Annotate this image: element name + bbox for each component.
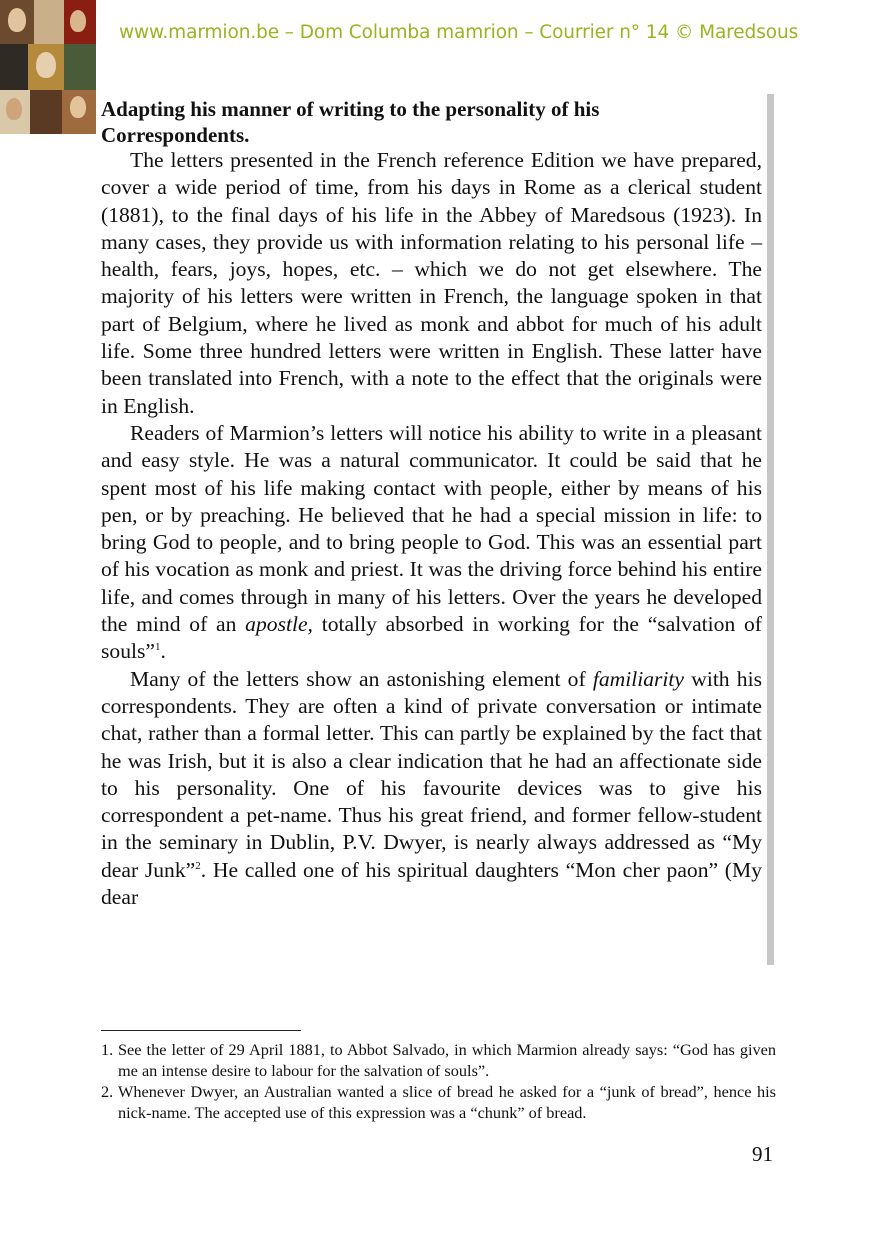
page-header-url: www.marmion.be – Dom Columba mamrion – Courrier n° 14 © Maredsous bbox=[119, 22, 799, 43]
paragraph bbox=[101, 420, 762, 666]
emphasis-text: apostle, bbox=[245, 612, 313, 637]
footnote-item bbox=[101, 1081, 776, 1123]
paragraph-text: Many of the letters show an astonishing element of bbox=[130, 666, 586, 691]
footnote-ref[interactable]: 2 bbox=[195, 859, 201, 872]
article-body bbox=[101, 147, 762, 911]
paragraph-text: . He called one of his spiritual daughters “Mon cher paon” (My dear bbox=[101, 857, 762, 910]
footnote-text: See the letter of 29 April 1881, to Abbot Salvado, in which Marmion already says: “God has given me an intense desire to labour for the salvation of souls”. bbox=[118, 1040, 776, 1080]
footnote-text: Whenever Dwyer, an Australian wanted a slice of bread he asked for a “junk of bread”, hence his nick-name. The accepted use of this expression was a “chunk” of bread. bbox=[118, 1082, 776, 1122]
paragraph-text: with his correspondents. They are often a kind of private conversation or intimate chat, rather than a formal letter. This can partly be explained by the fact that he was Irish, but it is also a clear indication that he had an affectionate side to his personality. One of his favourite devices was to give his correspondent a pet-name. Thus his great friend, and former fellow-student in the seminary in Dublin, P.V. Dwyer, is nearly always addressed as “My dear Junk” bbox=[101, 666, 762, 882]
collage-tile bbox=[34, 0, 64, 44]
collage-tile bbox=[64, 44, 96, 90]
footnote-item bbox=[101, 1039, 776, 1081]
footnote-divider bbox=[101, 1030, 301, 1031]
footnote-number: 1. bbox=[101, 1040, 114, 1059]
collage-tile bbox=[30, 90, 62, 134]
margin-bar bbox=[767, 94, 774, 965]
portrait-face bbox=[8, 8, 26, 32]
portrait-face bbox=[70, 10, 86, 32]
section-title bbox=[101, 96, 671, 148]
paragraph-text: totally absorbed in working for the “salvation of souls” bbox=[101, 612, 762, 664]
footnote-ref[interactable]: 1 bbox=[154, 641, 161, 654]
portrait-face bbox=[70, 96, 86, 118]
paragraph-text: . bbox=[160, 639, 166, 664]
section-title-line: Correspondents. bbox=[101, 123, 250, 147]
collage-tile bbox=[0, 44, 28, 90]
paragraph bbox=[101, 666, 762, 912]
portrait-face bbox=[36, 52, 56, 78]
section-title-line: Adapting his manner of writing to the personality of his bbox=[101, 97, 600, 121]
footnote-number: 2. bbox=[101, 1082, 114, 1101]
page-number: 91 bbox=[752, 1142, 773, 1166]
emphasis-text: familiarity bbox=[592, 666, 685, 691]
portrait-face bbox=[6, 98, 22, 120]
paragraph: The letters presented in the French reference Edition we have prepared, cover a wide period of time, from his days in Rome as a clerical student (1881), to the final days of his life in the Abbey of Maredsous (1923). In many cases, they provide us with information relating to his personal life – health, fears, joys, hopes, etc. – which we do not get elsewhere. The majority of his letters were written in French, the language spoken in that part of Belgium, where he lived as monk and abbot for much of his adult life. Some three hundred letters were written in English. These latter have been translated into French, with a note to the effect that the originals were in English. bbox=[101, 148, 762, 418]
portrait-collage-logo bbox=[0, 0, 96, 134]
paragraph-text: Readers of Marmion’s letters will notice his ability to write in a pleasant and easy style. He was a natural communicator. It could be said that he spent most of his life making contact with people, either by means of his pen, or by preaching. He believed that he had a special mission in life: to bring God to people, and to bring people to God. This was an essential part of his vocation as monk and priest. It was the driving force behind his entire life, and comes through in many of his letters. Over the years he developed the mind of an bbox=[101, 420, 762, 637]
footnotes bbox=[101, 1039, 776, 1123]
